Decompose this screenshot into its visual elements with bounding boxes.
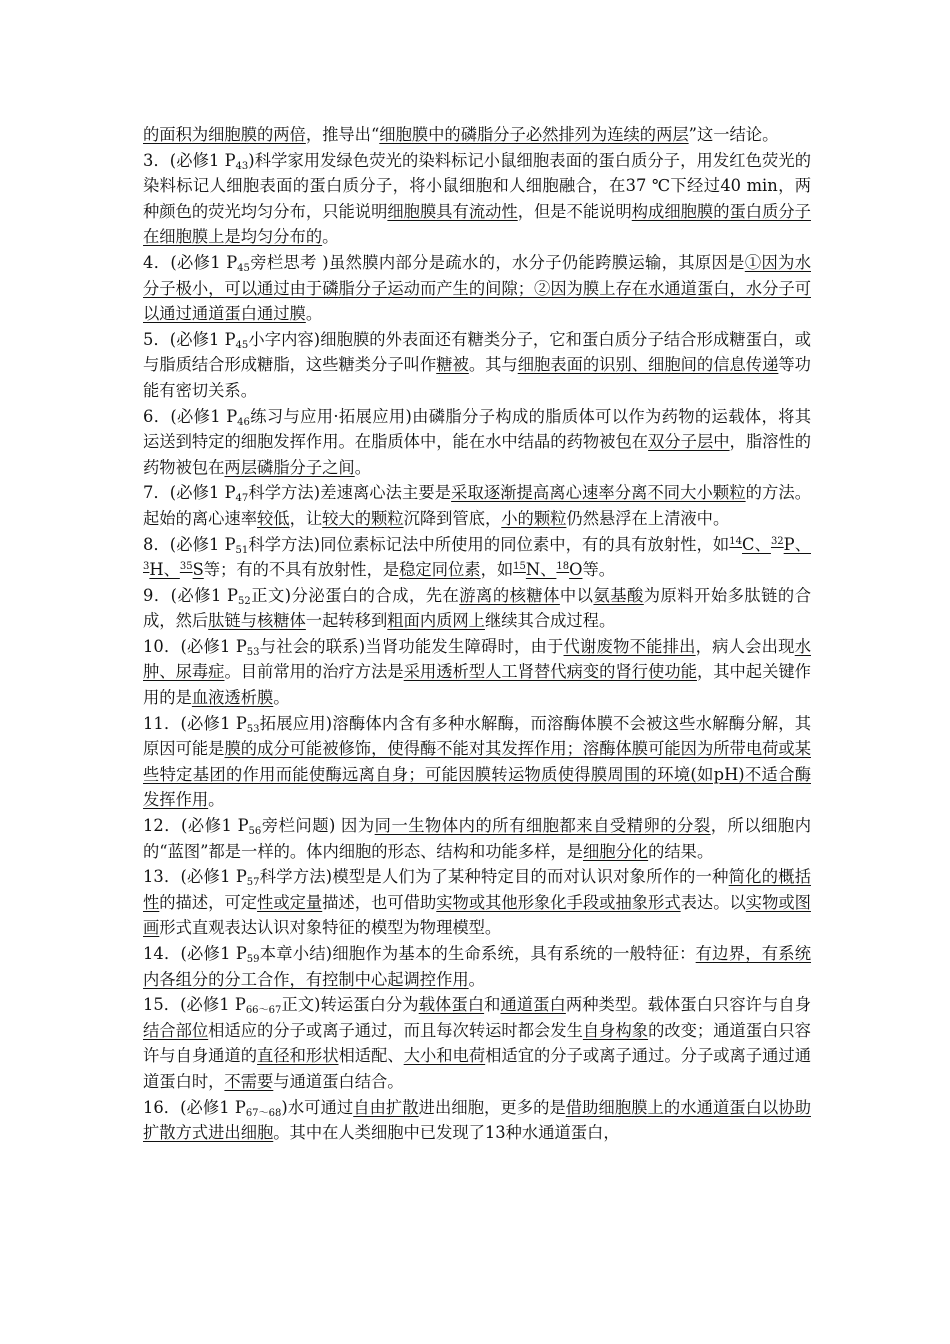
body-text: 16．(必修1 P [143,1097,246,1117]
body-text: 正文)分泌蛋白的合成，先在 [250,585,460,605]
answer-text: 32 [770,535,784,547]
answer-text: 借助细胞膜上的水通道蛋白以协助扩散方式进出细胞 [143,1097,811,1143]
body-text: 。目前常用的治疗方法是 [224,662,404,682]
answer-text: 膜的成分可能被修饰，使得酶不能对其发挥作用；溶酶体膜可能因为所带电荷或某些特定基团的作用而能使酶远离自身；可能因膜转运物质使得膜周围的环境(如pH)不适合酶发挥作用 [143,739,811,810]
body-text: 科学方法)差速离心法主要是 [248,483,452,503]
page-subscript: 45 [235,339,249,351]
answer-text: 有边界，有系统内各组分的分工合作，有控制中心起调控作用 [143,944,812,989]
answer-text: 载体蛋白 [418,995,485,1015]
paragraph-14 [143,992,811,1094]
body-text: 仍然悬浮在上清液中。 [566,508,730,528]
answer-text: 氨基酸 [593,585,644,605]
answer-text: 粗面内质网上 [387,611,485,631]
body-text: 科学方法)同位素标记法中所使用的同位素中，有的具有放射性，如 [248,534,730,554]
answer-text: 细胞膜具有流动性 [387,201,518,221]
answer-text: 采取逐渐提高离心速率分离不同大小颗粒 [451,483,746,503]
answer-text: 3 [143,561,150,573]
body-text: 相适配、 [338,1046,404,1066]
answer-text: 35 [179,561,193,573]
answer-text: ①因为水分子极小，可以通过由于磷脂分子运动而产生的间隙；②因为膜上存在水通道蛋白，水分子可以通过通道蛋白通过膜 [143,252,811,324]
body-text: 的方法。起始的离心速率 [143,483,811,528]
body-text: 科学方法)模型是人们为了某种特定目的而对认识对象所作的一种 [259,867,729,887]
page-subscript: 47 [235,493,249,505]
body-text: 两种类型。载体蛋白只容许与自身 [565,995,812,1015]
answer-text: P、 [783,534,811,554]
body-text: 描述，也可借助 [322,892,437,912]
paragraph-11 [143,813,811,864]
page-subscript: 57 [246,877,260,889]
answer-text: 较大的颗粒 [322,508,404,528]
answer-text: 性或定量 [257,892,323,912]
body-text: 等功能有密切关系。 [143,355,811,400]
body-text: 3．(必修1 P [143,150,236,170]
answer-text: 细胞膜中的磷脂分子必然排列为连续的两层 [379,125,689,144]
paragraph-5 [143,404,811,481]
answer-text: 较低 [256,508,290,528]
body-text: 。 [208,790,225,810]
answer-text: 实物或其他形象化手段或抽象形式 [436,892,681,912]
body-text: 小字内容)细胞膜的外表面还有糖类分子，它和蛋白质分子结合形成糖蛋白，或与脂质结合形成糖脂，这些糖类分子叫作 [143,329,811,375]
body-text: 的结果。 [648,841,714,861]
body-text: 沉降到管底， [403,508,502,528]
answer-text: 采用透析型人工肾替代病变的肾行使功能 [403,662,697,682]
page-subscript: 46 [237,416,250,428]
body-text: 4．(必修1 P [143,252,238,272]
answer-text: O [569,560,583,580]
body-text: 9．(必修1 P [143,585,238,605]
paragraph-12 [143,864,811,941]
answer-text: 肽链与核糖体 [208,611,306,631]
answer-text: 15 [513,561,526,573]
answer-text: 细胞分化 [582,841,649,861]
body-text: 继续其合成过程。 [484,611,616,631]
page-subscript: 53 [246,646,260,658]
body-text: 等。 [582,560,616,580]
answer-text: 细胞表面的识别、细胞间的信息传递 [517,355,779,375]
body-text: ，其中起关键作用的是 [143,662,811,708]
body-text: 15．(必修1 P [143,995,246,1015]
answer-text: 的面积为细胞膜的两倍 [143,125,306,144]
paragraph-9 [143,634,811,711]
answer-text: 18 [556,561,570,573]
body-text: ，如 [480,560,514,580]
body-text: 一起转移到 [305,611,388,631]
paragraph-1 [143,122,811,148]
answer-text: C、 [742,534,771,554]
body-text: ，病人会出现 [695,636,795,656]
answer-text: 构成细胞膜的蛋白质分子在细胞膜上是均匀分布的 [143,201,811,247]
body-text: 相适应的分子或离子通过，而且每次转运时都会发生 [208,1020,583,1040]
body-text: 8．(必修1 P [143,534,236,554]
paragraph-10 [143,711,811,813]
body-text: 。 [305,304,323,324]
answer-text: 代谢废物不能排出 [563,636,696,656]
paragraph-6 [143,480,811,531]
answer-text: 14 [729,535,743,547]
body-text: 与社会的联系)当肾功能发生障碍时，由于 [259,636,564,656]
answer-text: 简化的概括性 [143,867,811,912]
answer-text: 大小和电荷 [403,1046,486,1066]
body-text: 11．(必修1 P [143,713,247,733]
body-text: 的改变；通道蛋白只容许与自身通道的 [143,1020,811,1066]
document-body [143,122,811,1146]
body-text: 正文)转运蛋白分为 [281,995,419,1015]
answer-text: 两层磷脂分子之间 [224,457,355,477]
paragraph-2 [143,148,811,250]
body-text: 5．(必修1 P [143,329,236,349]
paragraph-7 [143,532,811,583]
body-text: 旁栏思考 )虽然膜内部分是疏水的，水分子仍能跨膜运输，其原因是 [249,252,745,272]
body-text: 形式直观表达认识对象特征的模型为物理模型。 [159,918,502,938]
paragraph-13 [143,941,811,992]
paragraph-4 [143,327,811,404]
answer-text: 稳定同位素 [399,560,481,580]
answer-text: H、 [149,560,180,580]
page-subscript: 45 [237,262,250,274]
answer-text: 双分子层中 [648,432,730,452]
answer-text: 结合部位 [143,1020,209,1040]
body-text: 表达。以 [680,892,746,912]
answer-text: 自身构象 [582,1020,649,1040]
page-subscript: 67～68 [245,1107,282,1119]
body-text: )科学家用发绿色荧光的染料标记小鼠细胞表面的蛋白质分子，用发红色荧光的染料标记人细胞表面的蛋白质分子，将小鼠细胞和人细胞融合，在37 ℃下经过40 min，两种颜色的荧光均匀分布，只能说明 [143,150,812,221]
body-text: ，推导出“ [305,125,380,144]
body-text: 。 [273,688,290,708]
answer-text: 直径和形状 [257,1046,339,1066]
body-text: ”这一结论。 [688,125,779,144]
answer-text: N、 [525,560,557,580]
answer-text: 自由扩散 [353,1097,419,1117]
answer-text: 通道蛋白 [500,995,566,1015]
answer-text: 糖被 [436,355,469,375]
answer-text: 实物或图画 [143,892,811,938]
body-text: 10．(必修1 P [143,636,247,656]
body-text: 14．(必修1 P [143,944,247,963]
page-subscript: 66～67 [245,1005,282,1017]
page-subscript: 53 [246,723,260,735]
paragraph-15 [143,1095,811,1146]
body-text: 。其中在人类细胞中已发现了13种水通道蛋白， [273,1123,620,1143]
body-text: 等；有的不具有放射性，是 [203,560,400,580]
body-text: ，但是不能说明 [517,201,632,221]
answer-text: 同一生物体内的所有细胞都来自受精卵的分裂 [374,816,711,836]
body-text: 练习与应用·拓展应用)由磷脂分子构成的脂质体可以作为药物的运载体，将其运送到特定的细胞发挥作用。在脂质体中，能在水中结晶的药物被包在 [143,406,812,452]
body-text: 中以 [559,585,594,605]
page-subscript: 56 [248,826,262,838]
body-text: 。 [354,457,371,477]
body-text: 7．(必修1 P [143,483,236,503]
answer-text: 不需要 [224,1071,274,1091]
body-text: 与通道蛋白结合。 [273,1071,404,1091]
body-text: ，脂溶性的药物被包在 [143,432,811,477]
body-text: 进出细胞，更多的是 [418,1097,566,1117]
body-text: 。 [322,227,339,247]
body-text: 。其与 [468,355,518,375]
answer-text: 小的颗粒 [501,508,567,528]
body-text: 13．(必修1 P [143,867,247,887]
body-text: ，所以细胞内的“蓝图”都是一样的。体内细胞的形态、结构和功能多样，是 [143,816,811,861]
body-text: 。 [468,969,485,989]
page-subscript: 52 [237,595,251,607]
body-text: )水可通过 [281,1097,354,1117]
paragraph-8 [143,583,811,634]
body-text: 12．(必修1 P [143,816,249,836]
body-text: 6．(必修1 P [143,406,238,426]
answer-text: 血液透析膜 [191,688,274,708]
answer-text: S [192,560,204,580]
page-subscript: 59 [246,954,260,965]
answer-text: 游离的核糖体 [459,585,560,605]
body-text: 为原料开始多肽链的合成，然后 [143,585,811,631]
page-subscript: 51 [235,544,249,556]
paragraph-3 [143,250,811,327]
body-text: ，让 [289,508,323,528]
body-text: 的描述，可定 [159,892,258,912]
answer-text: 水肿、尿毒症 [143,636,811,682]
body-text: 本章小结)细胞作为基本的生命系统，具有系统的一般特征： [259,944,696,963]
body-text: 相适宜的分子或离子通过。分子或离子通过通道蛋白时， [143,1046,811,1091]
body-text: 旁栏问题) 因为 [261,816,375,836]
body-text: 和 [484,995,501,1015]
body-text: 拓展应用)溶酶体内含有多种水解酶，而溶酶体膜不会被这些水解酶分解，其原因可能是 [143,713,812,759]
page-subscript: 43 [235,160,249,172]
